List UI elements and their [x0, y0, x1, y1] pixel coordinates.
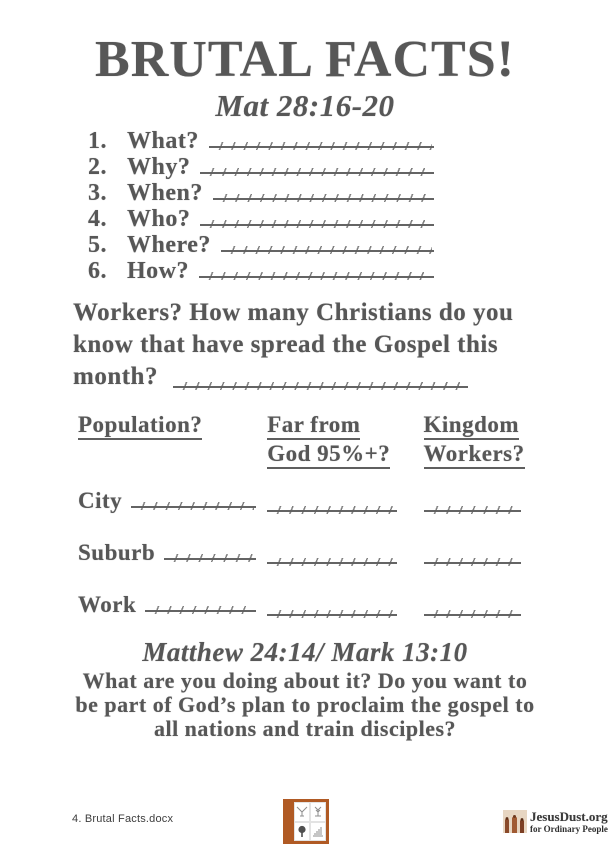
answer-blank-line	[267, 614, 397, 616]
questions-list	[88, 128, 434, 284]
question-label: Why?	[127, 154, 191, 180]
answer-blank-line	[145, 610, 256, 612]
row-label: City	[78, 488, 123, 513]
paragraph-line: all nations and train disciples?	[153, 716, 457, 741]
jesusdust-logo	[503, 810, 608, 834]
question-row	[88, 154, 434, 180]
paragraph-line: be part of God’s plan to proclaim the gospel to	[75, 692, 535, 717]
ministry-logo	[283, 799, 329, 844]
closing-paragraph	[0, 668, 610, 740]
page-title: BRUTAL FACTS!	[95, 31, 515, 88]
answer-blank-line	[267, 562, 397, 564]
question-number: 4.	[88, 206, 107, 232]
answer-blank-line	[173, 386, 468, 388]
closing-scripture-heading: Matthew 24:14/ Mark 13:10	[142, 637, 468, 667]
question-row	[88, 258, 434, 284]
question-number: 6.	[88, 258, 107, 284]
question-label: Where?	[127, 232, 211, 258]
growth-lines-icon	[310, 822, 326, 842]
paragraph-line: know that have spread the Gospel this	[73, 331, 499, 358]
question-number: 1.	[88, 128, 107, 154]
tree-sketch-icon	[310, 802, 326, 822]
workers-paragraph	[73, 299, 543, 395]
question-label: What?	[127, 128, 199, 154]
question-number: 3.	[88, 180, 107, 206]
answer-blank-line	[131, 506, 256, 508]
question-label: How?	[127, 258, 189, 284]
answer-blank-line	[164, 558, 256, 560]
paragraph-line-text: month?	[73, 363, 158, 390]
column-header-population: Population?	[78, 411, 267, 469]
table-row	[78, 592, 540, 618]
scripture-subtitle: Mat 28:16-20	[215, 88, 395, 123]
dove-icon	[294, 802, 310, 822]
answer-blank-line	[267, 510, 397, 512]
brand-name: JesusDust.org	[530, 809, 608, 824]
question-number: 2.	[88, 154, 107, 180]
question-label: When?	[127, 180, 203, 206]
column-header-far-from-god: Far from God 95%+?	[267, 411, 423, 469]
answer-blank-line	[424, 614, 521, 616]
answer-blank-line	[200, 224, 434, 226]
question-number: 5.	[88, 232, 107, 258]
table-header-row	[78, 411, 540, 469]
paragraph-line	[73, 363, 543, 395]
table-row	[78, 540, 540, 566]
jesusdust-logo-image	[503, 810, 527, 833]
question-row	[88, 232, 434, 258]
question-row	[88, 206, 434, 232]
row-label: Work	[78, 592, 137, 617]
table-row	[78, 488, 540, 514]
answer-blank-line	[209, 146, 434, 148]
answer-blank-line	[213, 198, 434, 200]
answer-blank-line	[221, 250, 434, 252]
paragraph-line: Workers? How many Christians do you	[73, 299, 514, 326]
answer-blank-line	[200, 172, 434, 174]
column-header-kingdom-workers: Kingdom Workers?	[424, 411, 541, 469]
brand-tagline: for Ordinary People	[530, 824, 608, 834]
paragraph-line: What are you doing about it? Do you want to	[82, 668, 528, 693]
answer-blank-line	[424, 510, 521, 512]
question-row	[88, 180, 434, 206]
answer-blank-line	[199, 276, 434, 278]
question-row	[88, 128, 434, 154]
question-label: Who?	[127, 206, 191, 232]
ministry-logo-side-band	[286, 802, 294, 841]
answer-blank-line	[424, 562, 521, 564]
footer-filename: 4. Brutal Facts.docx	[72, 813, 174, 825]
tree-dark-icon	[294, 822, 310, 842]
row-label: Suburb	[78, 540, 156, 565]
